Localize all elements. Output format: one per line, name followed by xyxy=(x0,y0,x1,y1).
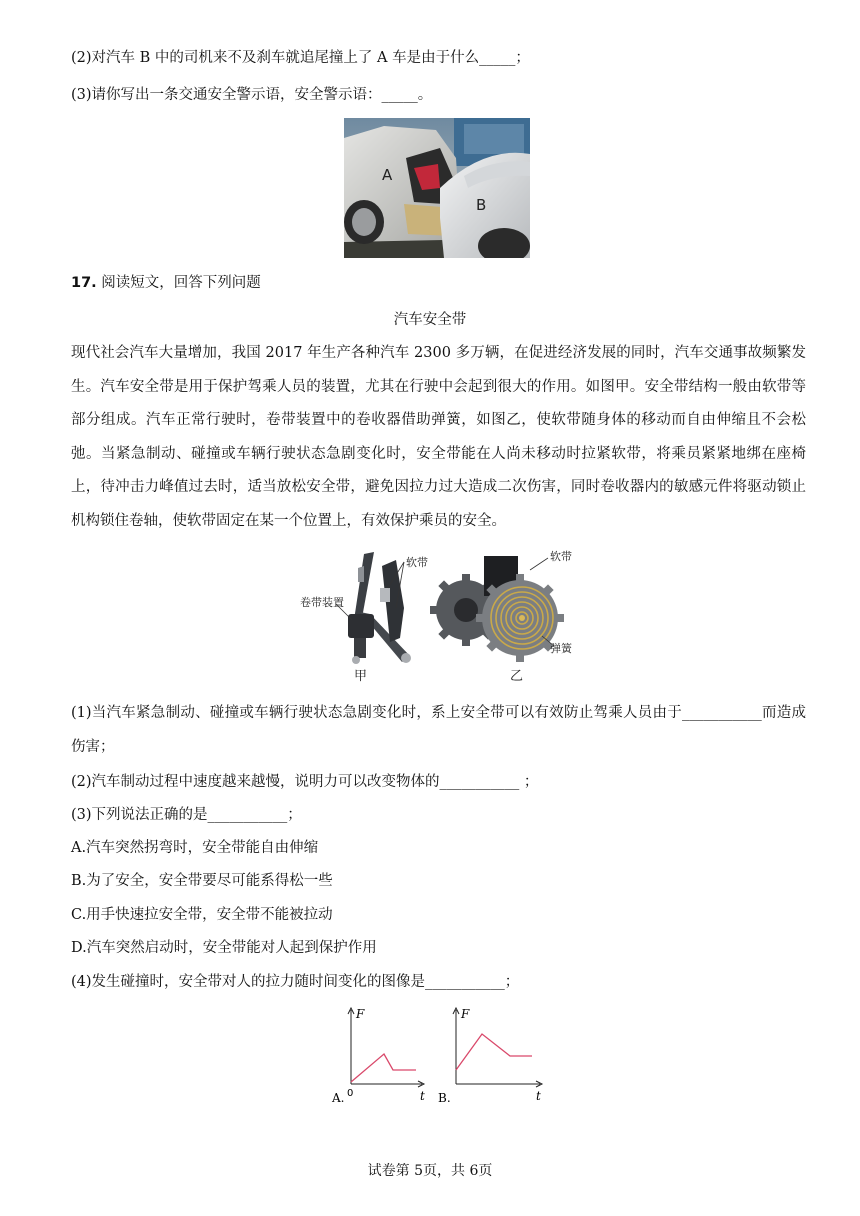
seatbelt-figure xyxy=(300,548,450,684)
graph-b-xlabel: t xyxy=(536,1089,541,1103)
question-number: 17. xyxy=(71,275,97,291)
question-prompt: 阅读短文，回答下列问题 xyxy=(101,275,261,291)
q17-header xyxy=(71,273,261,293)
graph-b-curve xyxy=(456,1034,532,1070)
crash-photo xyxy=(344,118,530,258)
graph-a-option: A. xyxy=(332,1091,345,1105)
graph-a-ylabel: F xyxy=(356,1007,365,1021)
sub-question-4: (4)发生碰撞时，安全带对人的拉力随时间变化的图像是___________； xyxy=(71,974,520,990)
figure-yi-caption: 乙 xyxy=(510,669,524,684)
passage-title: 汽车安全带 xyxy=(393,312,467,328)
graph-a-xlabel: t xyxy=(420,1089,425,1103)
page-footer: 试卷第 5页，共 6页 xyxy=(367,1163,493,1179)
sub-question-1: (1)当汽车紧急制动、碰撞或车辆行驶状态急剧变化时，系上安全带可以有效防止驾乘人员由于___________而造成伤害； xyxy=(71,705,806,755)
passage-text: 现代社会汽车大量增加，我国 2017 年生产各种汽车 2300 多万辆，在促进经济发展的同时，汽车交通事故频繁发生。汽车安全带是用于保护驾乘人员的装置，尤其在行驶中会起到很大的作用。如图甲。安全带结构一般由软带等部分组成。汽车正常行驶时，卷带装置中的卷收器借助弹簧，如图乙，使软带随身体的移动而自由伸缩且不会松弛。当紧急制动、碰撞或车辆行驶状态急剧变化时，安全带能在人尚未移动时拉紧软带，将乘员紧紧地绑在座椅上，待冲击力峰值过去时，适当放松安全带，避免因拉力过大造成二次伤害，同时卷收器内的敏感元件将驱动锁止机构锁住卷轴，使软带固定在某一个位置上，有效保护乘员的安全。 xyxy=(71,345,806,529)
belt-label-2: 软带 xyxy=(550,550,572,563)
q16-sub2: (2)对汽车 B 中的司机来不及刹车就追尾撞上了 A 车是由于什么_____； xyxy=(71,50,530,66)
q16-sub3: (3)请你写出一条交通安全警示语，安全警示语：_____。 xyxy=(71,87,433,103)
car-a-label: A xyxy=(382,166,393,184)
retractor-figure xyxy=(430,548,590,684)
sub-question-3: (3)下列说法正确的是___________； xyxy=(71,807,302,823)
retractor-label: 卷带装置 xyxy=(300,596,344,609)
graph-a-curve xyxy=(351,1054,416,1082)
graph-b-option: B. xyxy=(438,1091,451,1105)
graph-b-ylabel: F xyxy=(461,1007,470,1021)
option-d: D.汽车突然启动时，安全带能对人起到保护作用 xyxy=(71,940,377,956)
option-c: C.用手快速拉安全带，安全带不能被拉动 xyxy=(71,907,333,923)
belt-label: 软带 xyxy=(406,556,428,569)
figure-jia-caption: 甲 xyxy=(354,669,368,684)
spring-label: 弹簧 xyxy=(550,642,572,655)
graph-b xyxy=(438,1004,548,1106)
option-a: A.汽车突然拐弯时，安全带能自由伸缩 xyxy=(71,840,319,856)
option-b: B.为了安全，安全带要尽可能系得松一些 xyxy=(71,873,333,889)
graph-a xyxy=(330,1004,430,1106)
car-b-label: B xyxy=(476,196,487,214)
sub-question-2: (2)汽车制动过程中速度越来越慢，说明力可以改变物体的___________ ； xyxy=(71,774,539,790)
graph-a-origin: 0 xyxy=(347,1088,354,1099)
